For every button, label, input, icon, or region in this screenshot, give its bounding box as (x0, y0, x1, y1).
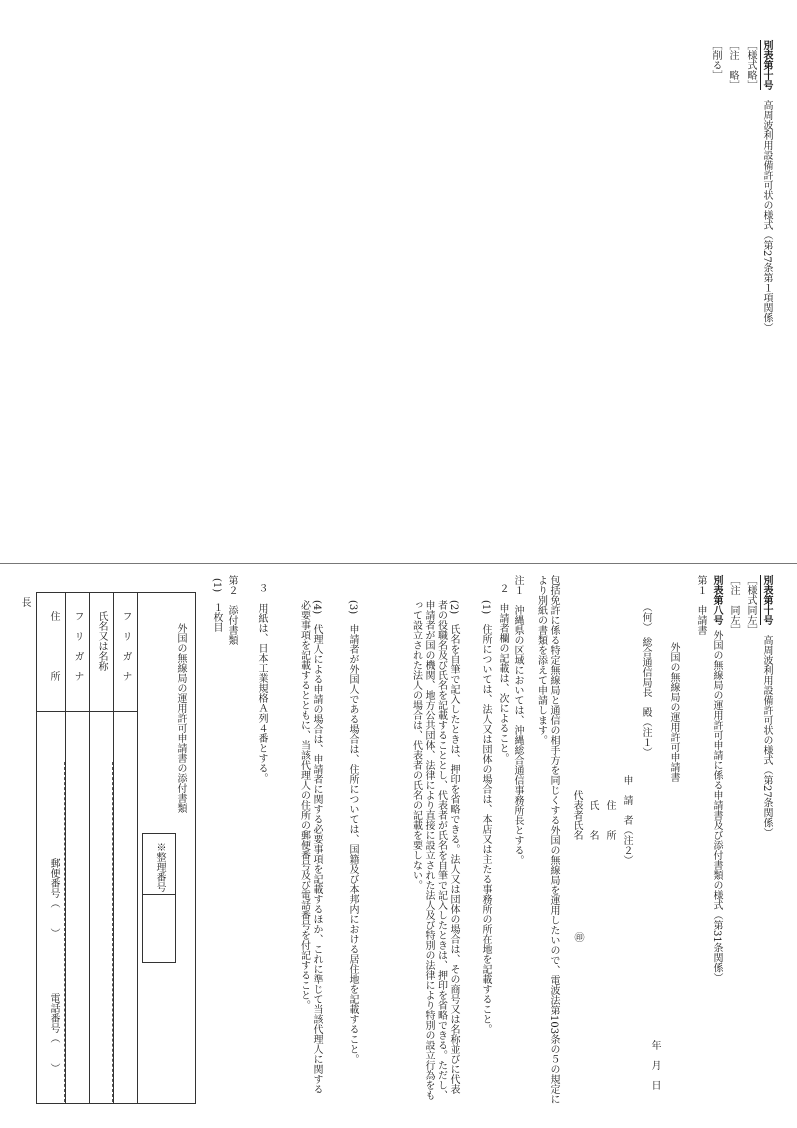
bottom-bracket-2: ［注 同左］ (728, 575, 739, 635)
bottom-title-label: 別表第十号 (761, 575, 772, 625)
name-label: 氏 名 (587, 800, 598, 840)
section-label: 別表第八号 (711, 575, 722, 625)
note-2-1: (1) 住所については、法人又は団体の場合は、本店又は主たる事務所の所在地を記載すること。 (480, 600, 491, 1035)
applicant-label: 申 請 者（注２） (621, 775, 632, 865)
page-divider (0, 563, 797, 564)
note-2-2: (2) 氏名を自筆で記入したときは、押印を省略できる。法人又は団体の場合は、その商号又は名称並びに代表者の役職名及び氏名を記載することとし、代表者が氏名を自筆で記入したときは、押印を省略できる。ただし、申請者が国の機関、地方公共団体、法律により直接に設立された法人及び特別の法律により特別の設立行為をもって設立された法人の場合は、代表者の氏名の記載を要しない。 (410, 600, 459, 1100)
row-address: 住 所 (48, 611, 59, 681)
note-1: 注１ 沖縄県の区域においては、沖縄総合通信事務所長とする。 (512, 575, 523, 865)
bottom-bracket-1: ［様式同左］ (745, 575, 756, 635)
cho-label: 長 (19, 597, 30, 607)
top-title-label: 別表第十号 (761, 40, 772, 90)
row-furigana-2: フ リ ガ ナ (72, 611, 83, 681)
row-name: 氏名又は名称 (96, 611, 107, 671)
rep-name-label: 代表者氏名 (571, 790, 582, 840)
top-title-text: 高周波利用設備許可状の様式（第27条第１項関係） (761, 100, 772, 333)
management-number-label: ※整理番号 (154, 842, 165, 892)
sub-heading: 第１ 申請書 (695, 575, 706, 635)
attachment-form (36, 592, 196, 1104)
top-bracket-1: ［様式略］ (745, 40, 756, 90)
request-body: 包括免許に係る特定無線局と通信の相手方を同じくする外国の無線局を運用したいので、電波法第103条の５の規定により別紙の書類を添えて申請します。 (535, 575, 559, 1105)
form-date: 年 月 日 (649, 1040, 660, 1090)
note-2-4: (4) 代理人による申請の場合は、申請者に関する必要事項を記載するほか、これに準じて当該代理人に関する必要事項を記載するとともに、当該代理人の住所の郵便番号及び電話番号を付記すること。 (298, 600, 322, 1095)
bottom-title-text: 高周波利用設備許可状の様式（第27条関係） (761, 635, 772, 838)
section-text: 外国の無線局の運用許可申請に係る申請書及び添付書類の様式（第31条関係） (711, 630, 722, 983)
note-3: ３ 用紙は、日本工業規格Ａ列４番とする。 (256, 583, 267, 783)
form-title: 外国の無線局の運用許可申請書 (668, 642, 679, 782)
row-furigana-1: フ リ ガ ナ (120, 611, 131, 681)
seal-mark: ㊞ (572, 932, 583, 942)
postal-code-label: 郵便番号（ ） (48, 858, 59, 938)
top-bracket-3: ［削る］ (710, 40, 721, 80)
section-2-1: (1) １枚目 (211, 578, 222, 633)
note-2-3: (3) 申請者が外国人である場合は、住所については、国籍及び本邦内における居住地を記載すること。 (347, 600, 358, 1065)
management-number-box (142, 833, 176, 963)
note-2: ２ 申請者欄の記載は、次によること。 (497, 583, 508, 763)
top-bracket-2: ［注 略］ (727, 40, 738, 90)
section-2: 第２ 添付書類 (226, 575, 237, 645)
address-label: 住 所 (604, 800, 615, 840)
addressee: （何） 総合通信局長 殿（注１） (640, 602, 651, 757)
phone-number-label: 電話番号（ ） (48, 993, 59, 1073)
attachment-title: 外国の無線局の運用許可申請書の添付書類 (175, 623, 186, 813)
